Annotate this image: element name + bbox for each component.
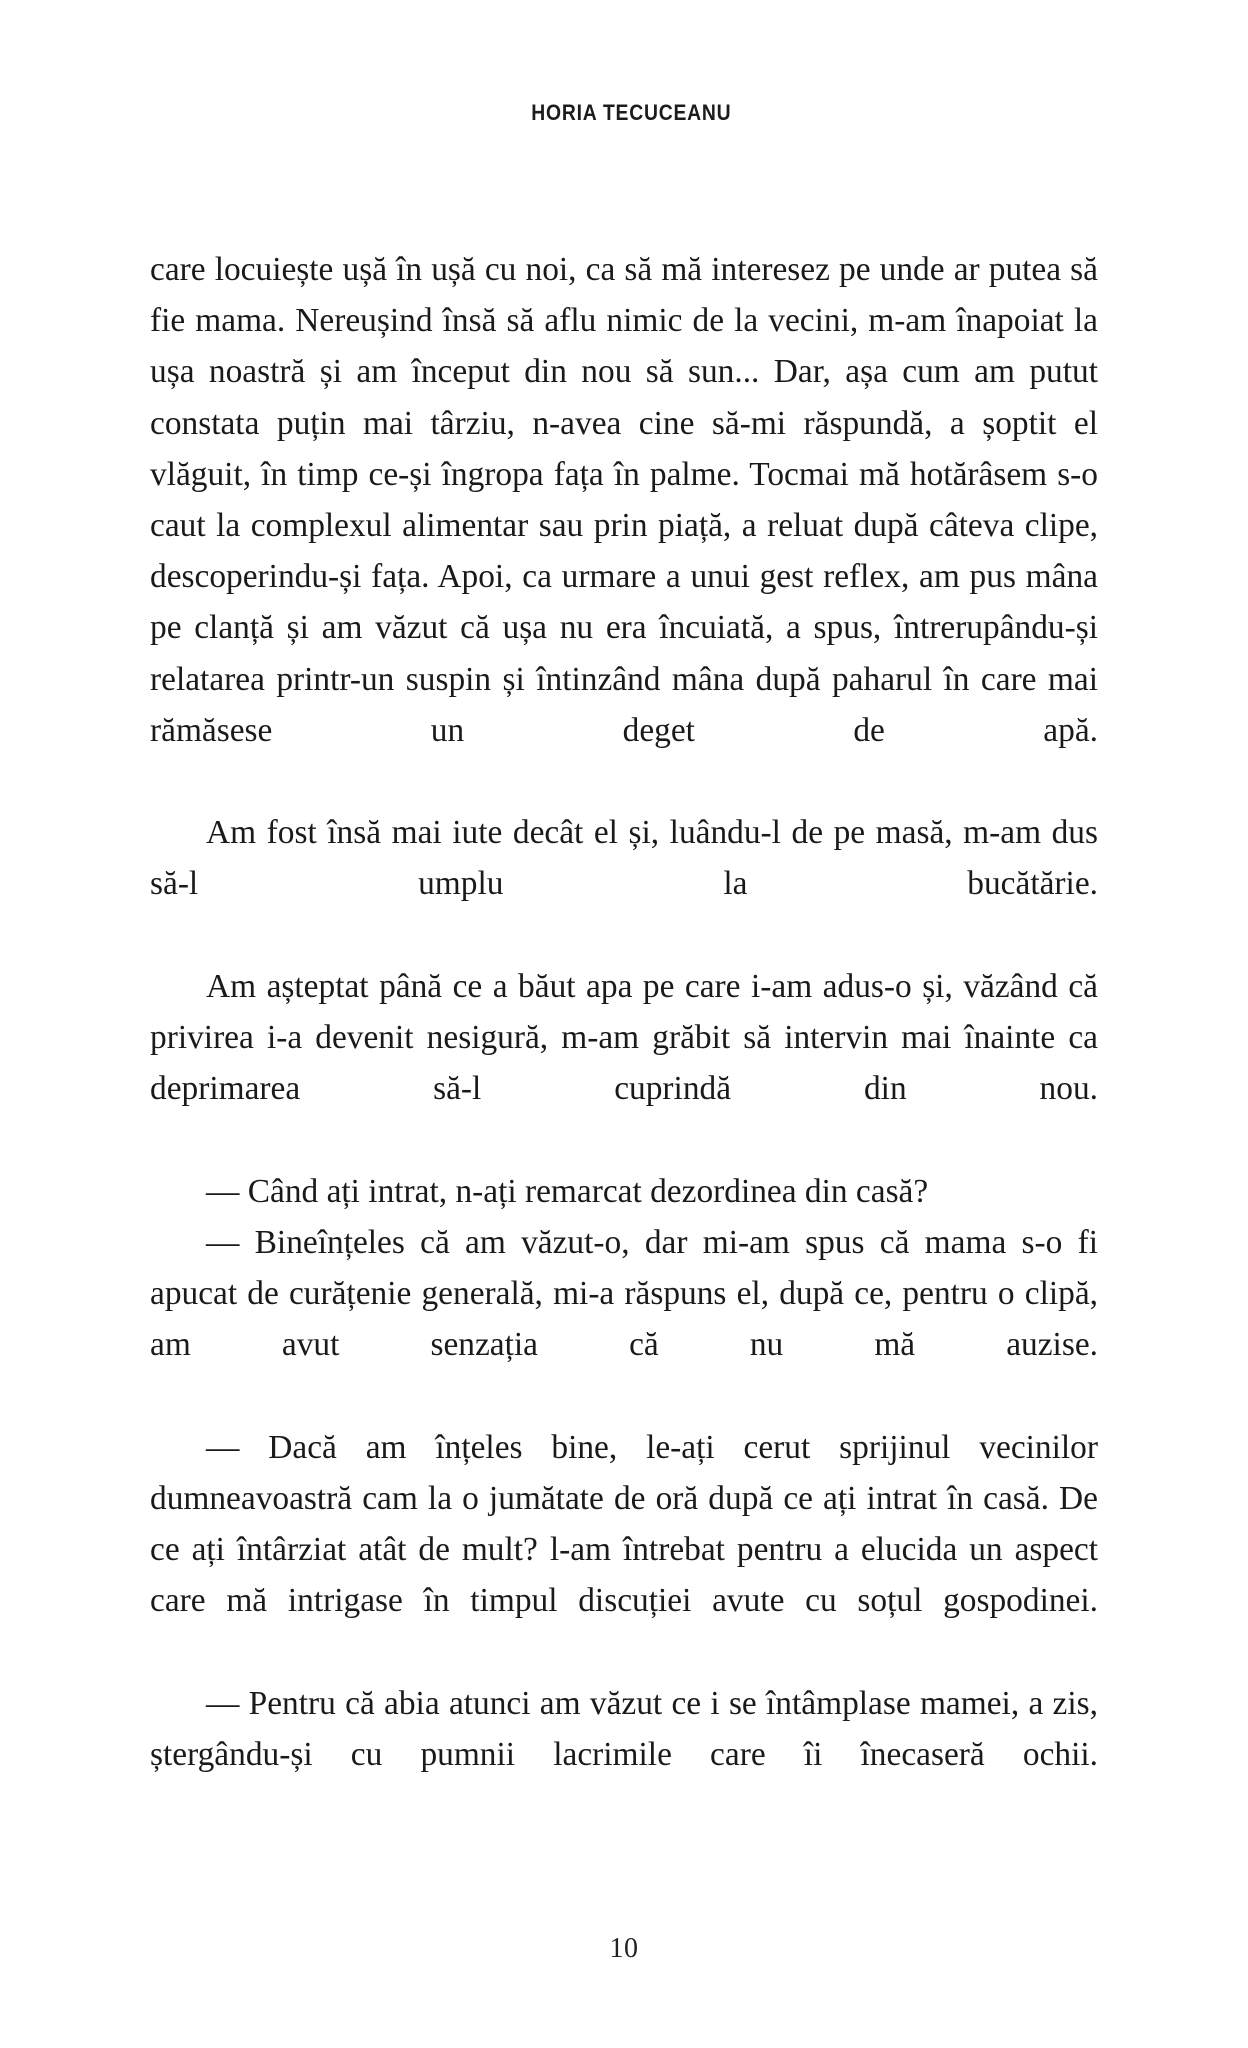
paragraph-1: care locuiește ușă în ușă cu noi, ca să mă interesez pe unde ar putea să fie mama. Nereușind însă să aflu nimic de la vecini, m-am înapoiat la ușa noastră și am început din nou să sun... Dar, așa cum am putut constata puțin mai târziu, n-avea cine să-mi răspundă, a șoptit el vlăguit, în timp ce-și îngropa fața în palme. Tocmai mă hotărâsem s-o caut la complexul alimentar sau prin piață, a reluat după câteva clipe, descoperindu-și fața. Apoi, ca urmare a unui gest reflex, am pus mâna pe clanță și am văzut că ușa nu era încuiată, a spus, întrerupându-și relatarea printr-un suspin și întinzând mâna după paharul în care mai rămăsese un deget de apă. — [150, 251, 1098, 749]
paragraph-4-dialogue: — Când ați intrat, n-ați remarcat dezordinea din casă? — [206, 1172, 929, 1210]
paragraph-7-dialogue: — Pentru că abia atunci am văzut ce i se întâmplase mamei, a zis, ștergându-și cu pumnii lacrimile care îi înecaseră ochii. — [150, 1684, 1098, 1773]
paragraph-5-dialogue: — Bineînțeles că am văzut-o, dar mi-am spus că mama s-o fi apucat de curățenie generală, mi-a răspuns el, după ce, pentru o clipă, am avut senzația că nu mă auzise. — [150, 1223, 1098, 1364]
page-number: 10 — [609, 1933, 639, 1964]
running-head-text: HORIA TECUCEANU — [530, 100, 732, 125]
paragraph-2: Am fost însă mai iute decât el și, luându-l de pe masă, m-am dus să-l umplu la bucătărie. — [150, 814, 1098, 903]
paragraph-3: Am așteptat până ce a băut apa pe care i-am adus-o și, văzând că privirea i-a devenit nesigură, m-am grăbit să intervin mai înainte ca deprimarea să-l cuprindă din nou. — [150, 967, 1098, 1108]
page-footer — [0, 1933, 1248, 1965]
paragraph-6-dialogue: — Dacă am înțeles bine, le-ați cerut sprijinul vecinilor dumneavoastră cam la o jumătate de oră după ce ați intrat în casă. De ce ați întârziat atât de mult? l-am întrebat pentru a elucida un aspect care mă intrigase în timpul discuției avute cu soțul gospodinei. — [150, 1428, 1098, 1620]
body-text-block — [150, 244, 1098, 1831]
running-head — [0, 100, 1248, 126]
